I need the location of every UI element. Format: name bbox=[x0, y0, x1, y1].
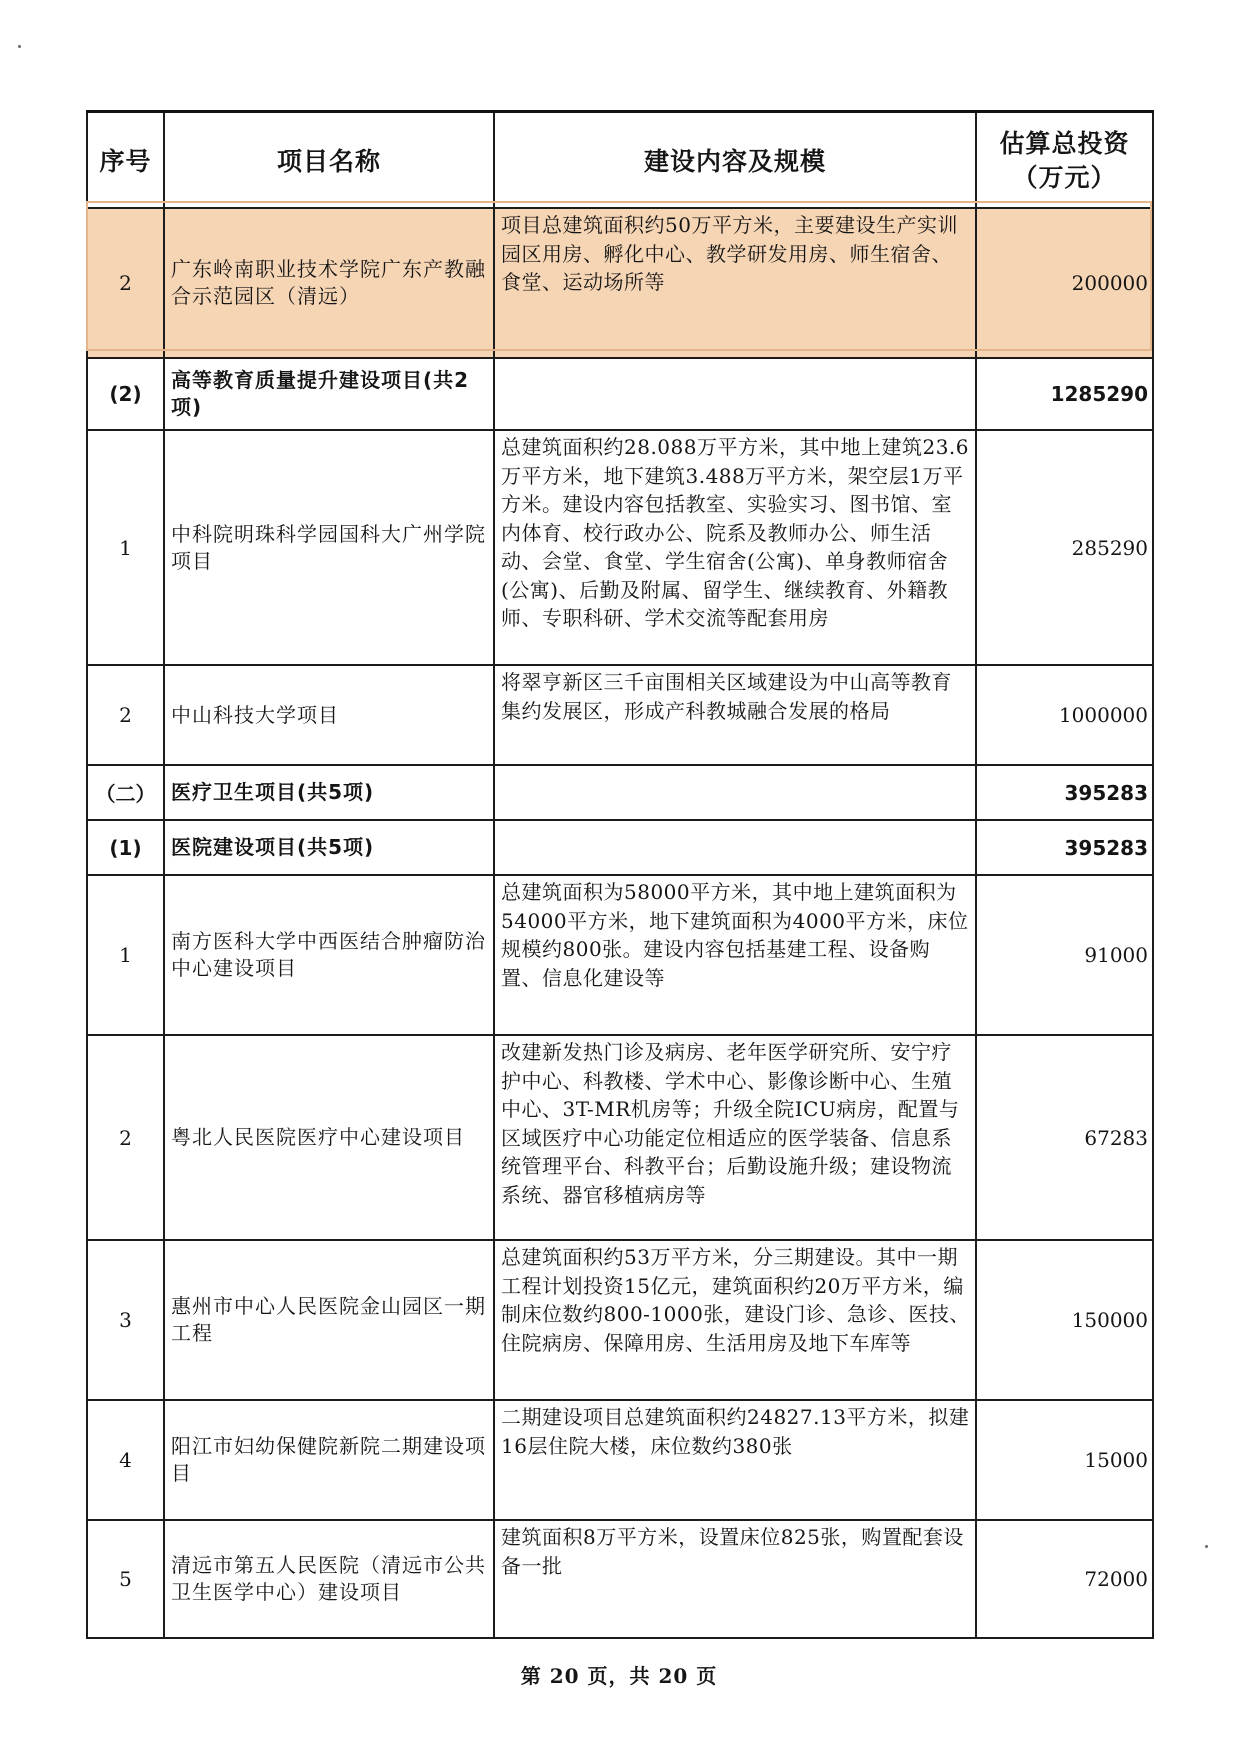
row-seq: 5 bbox=[87, 1520, 164, 1638]
row-name: 惠州市中心人民医院金山园区一期工程 bbox=[164, 1240, 494, 1400]
row-content: 将翠亨新区三千亩围相关区域建设为中山高等教育集约发展区，形成产科教城融合发展的格局 bbox=[494, 665, 976, 765]
scan-speck bbox=[1205, 1545, 1208, 1548]
row-seq: 4 bbox=[87, 1400, 164, 1520]
table-row bbox=[87, 1240, 1153, 1400]
row-investment: 15000 bbox=[976, 1400, 1153, 1520]
row-seq: 1 bbox=[87, 430, 164, 665]
table-row bbox=[87, 208, 1153, 358]
category-row bbox=[87, 765, 1153, 820]
row-investment: 67283 bbox=[976, 1035, 1153, 1240]
row-name: 清远市第五人民医院（清远市公共卫生医学中心）建设项目 bbox=[164, 1520, 494, 1638]
header-seq: 序号 bbox=[87, 112, 164, 209]
table-row bbox=[87, 665, 1153, 765]
row-investment: 395283 bbox=[976, 820, 1153, 875]
row-investment: 150000 bbox=[976, 1240, 1153, 1400]
row-content: 改建新发热门诊及病房、老年医学研究所、安宁疗护中心、科教楼、学术中心、影像诊断中心、生殖中心、3T-MR机房等；升级全院ICU病房，配置与区域医疗中心功能定位相适应的医学装备、信息系统管理平台、科教平台；后勤设施升级；建设物流系统、器官移植病房等 bbox=[494, 1035, 976, 1240]
row-content: 总建筑面积为58000平方米，其中地上建筑面积为54000平方米，地下建筑面积为4000平方米，床位规模约800张。建设内容包括基建工程、设备购置、信息化建设等 bbox=[494, 875, 976, 1035]
header-investment bbox=[976, 112, 1153, 209]
row-content: 建筑面积8万平方米，设置床位825张，购置配套设备一批 bbox=[494, 1520, 976, 1638]
row-content: 总建筑面积约28.088万平方米，其中地上建筑23.6万平方米，地下建筑3.488万平方米，架空层1万平方米。建设内容包括教室、实验实习、图书馆、室内体育、校行政办公、院系及教师办公、师生活动、会堂、食堂、学生宿舍(公寓)、单身教师宿舍(公寓)、后勤及附属、留学生、继续教育、外籍教师、专职科研、学术交流等配套用房 bbox=[494, 430, 976, 665]
project-table bbox=[86, 110, 1154, 1639]
table-row bbox=[87, 1400, 1153, 1520]
row-investment: 1000000 bbox=[976, 665, 1153, 765]
row-seq: 1 bbox=[87, 875, 164, 1035]
row-name: 粤北人民医院医疗中心建设项目 bbox=[164, 1035, 494, 1240]
header-investment-line1: 估算总投资 bbox=[999, 129, 1130, 158]
table-row bbox=[87, 1035, 1153, 1240]
row-seq: (2) bbox=[87, 358, 164, 430]
row-investment: 72000 bbox=[976, 1520, 1153, 1638]
row-content: 项目总建筑面积约50万平方米，主要建设生产实训园区用房、孵化中心、教学研发用房、师生宿舍、食堂、运动场所等 bbox=[494, 208, 976, 358]
row-seq: （二） bbox=[87, 765, 164, 820]
row-investment: 285290 bbox=[976, 430, 1153, 665]
row-seq: 2 bbox=[87, 665, 164, 765]
row-seq: 2 bbox=[87, 208, 164, 358]
row-content bbox=[494, 765, 976, 820]
category-row bbox=[87, 820, 1153, 875]
table-row bbox=[87, 875, 1153, 1035]
row-content bbox=[494, 820, 976, 875]
row-seq: (1) bbox=[87, 820, 164, 875]
row-investment: 200000 bbox=[976, 208, 1153, 358]
row-name: 中山科技大学项目 bbox=[164, 665, 494, 765]
row-investment: 91000 bbox=[976, 875, 1153, 1035]
category-row bbox=[87, 358, 1153, 430]
table-row bbox=[87, 430, 1153, 665]
row-name: 高等教育质量提升建设项目(共2项) bbox=[164, 358, 494, 430]
table-body bbox=[87, 208, 1153, 1638]
header-row bbox=[87, 112, 1153, 209]
scan-speck bbox=[18, 45, 21, 48]
header-content: 建设内容及规模 bbox=[494, 112, 976, 209]
row-investment: 1285290 bbox=[976, 358, 1153, 430]
header-investment-line2: （万元） bbox=[1012, 163, 1117, 192]
page-footer: 第 20 页，共 20 页 bbox=[520, 1664, 718, 1688]
row-name: 医院建设项目(共5项) bbox=[164, 820, 494, 875]
header-name: 项目名称 bbox=[164, 112, 494, 209]
row-content bbox=[494, 358, 976, 430]
row-content: 总建筑面积约53万平方米，分三期建设。其中一期工程计划投资15亿元，建筑面积约20万平方米，编制床位数约800-1000张，建设门诊、急诊、医技、住院病房、保障用房、生活用房及地下车库等 bbox=[494, 1240, 976, 1400]
row-name: 阳江市妇幼保健院新院二期建设项目 bbox=[164, 1400, 494, 1520]
table-row bbox=[87, 1520, 1153, 1638]
row-content: 二期建设项目总建筑面积约24827.13平方米，拟建16层住院大楼，床位数约380张 bbox=[494, 1400, 976, 1520]
row-name: 中科院明珠科学园国科大广州学院项目 bbox=[164, 430, 494, 665]
row-name: 南方医科大学中西医结合肿瘤防治中心建设项目 bbox=[164, 875, 494, 1035]
row-seq: 3 bbox=[87, 1240, 164, 1400]
row-name: 广东岭南职业技术学院广东产教融合示范园区（清远） bbox=[164, 208, 494, 358]
row-investment: 395283 bbox=[976, 765, 1153, 820]
row-seq: 2 bbox=[87, 1035, 164, 1240]
table-header bbox=[87, 112, 1153, 209]
row-name: 医疗卫生项目(共5项) bbox=[164, 765, 494, 820]
